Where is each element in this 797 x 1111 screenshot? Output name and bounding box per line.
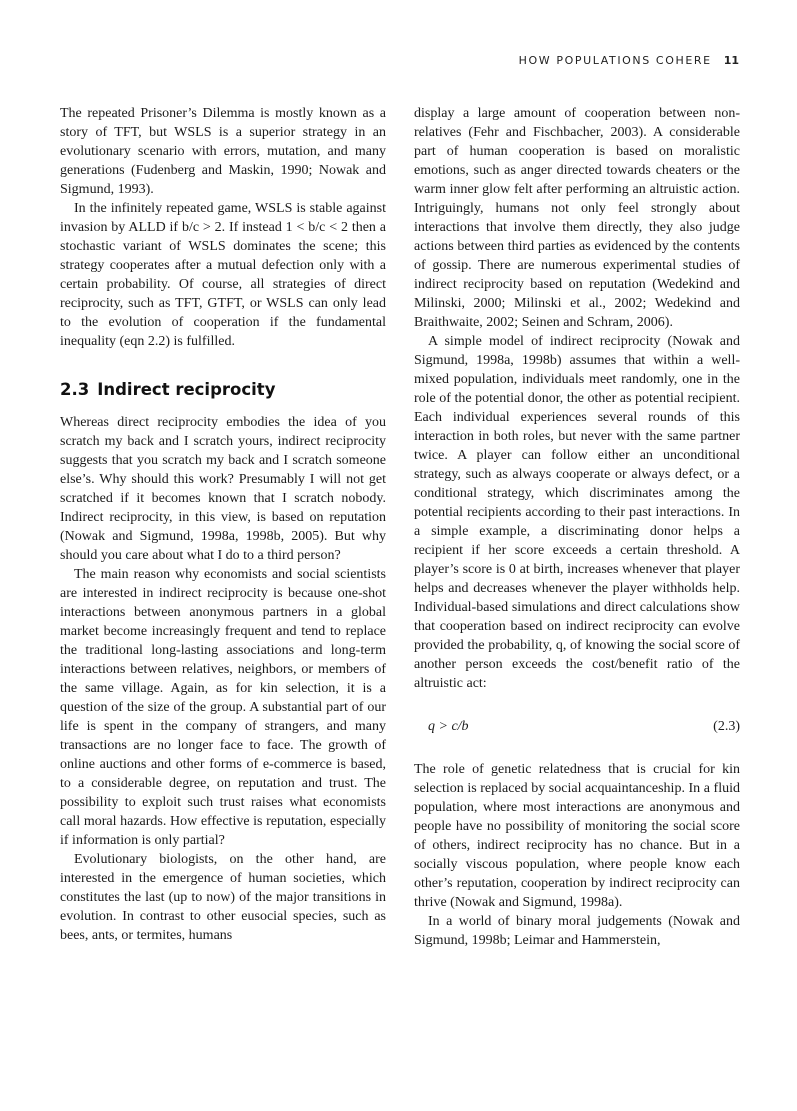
section-title: Indirect reciprocity bbox=[97, 380, 276, 399]
paragraph: In the infinitely repeated game, WSLS is stable against invasion by ALLD if b/c > 2. If instead 1 < b/c < 2 then a stochastic variant of WSLS dominates the scene; this strategy cooperates after a mutual defection only with a certain probability. Of course, all strategies of direct reciprocity, such as TFT, GTFT, or WSLS can only lead to the evolution of cooperation if the fundamental inequality (eqn 2.2) is fulfilled. bbox=[60, 201, 386, 349]
running-title: HOW POPULATIONS COHERE bbox=[518, 54, 712, 67]
section-heading bbox=[60, 379, 386, 401]
left-column bbox=[60, 104, 386, 945]
paragraph: The main reason why economists and social scientists are interested in indirect reciprocity is because one-shot interactions between anonymous partners in a global market become increasingly frequent and tend to replace the traditional long-lasting associations and long-term interactions between relatives, neighbors, or members of the same village. Again, as for kin selection, it is a question of the size of the group. A substantial part of our life is spent in the company of strangers, and many transactions are no longer face to face. The growth of online auctions and other forms of e-commerce is based, to a considerable degree, on reputation and trust. The possibility to exploit such trust raises what economists call moral hazards. How effective is reputation, especially if information is only partial? bbox=[60, 567, 386, 848]
paragraph: Whereas direct reciprocity embodies the idea of you scratch my back and I scratch yours, indirect reciprocity suggests that you scratch my back and I scratch someone else’s. Why should this work? Presumably I will not get scratched if it becomes known that I scratch nobody. Indirect reciprocity, in this view, is based on reputation (Nowak and Sigmund, 1998a, 1998b, 2005). But why should you care about what I do to a third person? bbox=[60, 415, 386, 563]
paragraph: In a world of binary moral judgements (Nowak and Sigmund, 1998b; Leimar and Hammerstein, bbox=[414, 914, 740, 948]
paragraph: The repeated Prisoner’s Dilemma is mostly known as a story of TFT, but WSLS is a superior strategy in an evolutionary scenario with errors, mutation, and many generations (Fudenberg and Maskin, 1990; Nowak and Sigmund, 1993). bbox=[60, 106, 386, 197]
paragraph: display a large amount of cooperation between non-relatives (Fehr and Fischbacher, 2003). A considerable part of human cooperation is based on moralistic emotions, such as anger directed towards cheaters or the warm inner glow felt after performing an altruistic action. Intriguingly, humans not only feel strongly about interactions that involve them directly, they also judge actions between third parties as evidenced by the contents of gossip. There are numerous experimental studies of indirect reciprocity based on reputation (Wedekind and Milinski, 2000; Milinski et al., 2002; Wedekind and Braithwaite, 2002; Seinen and Schram, 2006). bbox=[414, 106, 740, 330]
paragraph: Evolutionary biologists, on the other hand, are interested in the emergence of human societies, which constitutes the last (up to now) of the major transitions in evolution. In contrast to other eusocial species, such as bees, ants, or termites, humans bbox=[60, 852, 386, 943]
paragraph: The role of genetic relatedness that is crucial for kin selection is replaced by social acquaintanceship. In a fluid population, where most interactions are anonymous and people have no possibility of monitoring the social score of others, indirect reciprocity has no chance. But in a socially viscous population, where people know each other’s reputation, cooperation by indirect reciprocity can thrive (Nowak and Sigmund, 1998a). bbox=[414, 762, 740, 910]
paragraph: A simple model of indirect reciprocity (Nowak and Sigmund, 1998a, 1998b) assumes that within a well-mixed population, individuals meet randomly, one in the role of the potential donor, the other as potential recipient. Each individual experiences several rounds of this interaction in both roles, but never with the same partner twice. A player can follow either an unconditional strategy, such as always cooperate or always defect, or a conditional strategy, which discriminates among the potential recipients according to their past interactions. In a simple example, a discriminating donor helps a recipient if her score exceeds a certain threshold. A player’s score is 0 at birth, increases whenever that player helps and decreases whenever the player withholds help. Individual-based simulations and direct calculations show that cooperation based on indirect reciprocity can evolve provided the probability, q, of knowing the social score of another person exceeds the cost/benefit ratio of the altruistic act: bbox=[414, 334, 740, 691]
section-number: 2.3 bbox=[60, 380, 90, 399]
equation-number: (2.3) bbox=[713, 719, 740, 734]
equation-expression: q > c/b bbox=[428, 719, 469, 734]
right-column bbox=[414, 104, 740, 950]
running-head bbox=[519, 54, 739, 67]
equation bbox=[428, 717, 740, 736]
page-number: 11 bbox=[723, 54, 739, 67]
